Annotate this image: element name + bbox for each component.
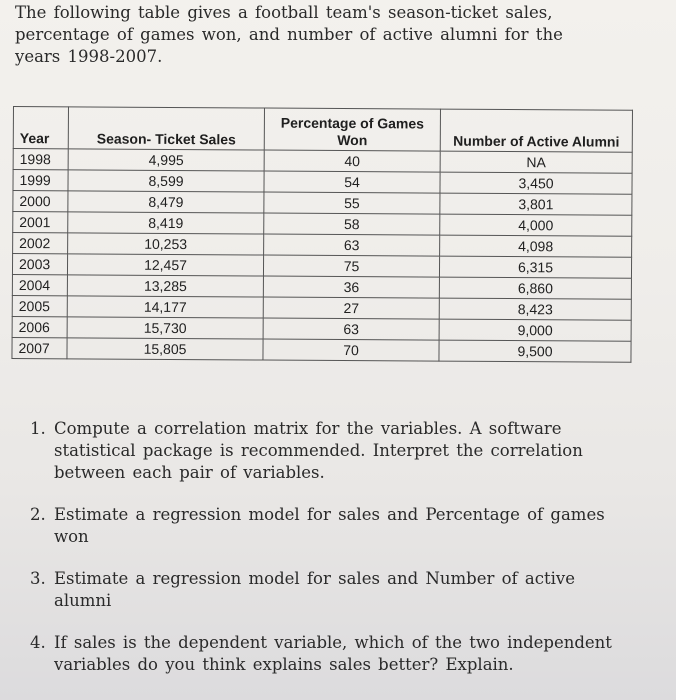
cell-percentage: 75: [263, 255, 439, 277]
cell-percentage: 54: [264, 171, 440, 193]
cell-sales: 12,457: [67, 254, 263, 276]
table-header-row: [13, 107, 632, 153]
question-item: [30, 504, 630, 548]
question-number: 3.: [30, 569, 46, 588]
cell-alumni: 4,098: [440, 235, 632, 257]
question-text: Estimate a regression model for sales and Number of active alumni: [54, 569, 575, 610]
cell-percentage: 55: [264, 192, 440, 214]
question-number: 4.: [30, 633, 46, 652]
cell-year: 1999: [13, 170, 68, 191]
question-list: [30, 418, 630, 676]
question-number: 1.: [30, 419, 46, 438]
header-percentage: Percentage of Games Won: [264, 108, 440, 151]
question-text: Estimate a regression model for sales and Percentage of games won: [54, 505, 605, 546]
question-text: Compute a correlation matrix for the variables. A software statistical package is recommended. Interpret the correlation between each pair of variables.: [54, 419, 583, 482]
cell-percentage: 63: [263, 318, 439, 340]
question-item: [30, 418, 630, 484]
cell-sales: 13,285: [67, 275, 263, 297]
table-row: [12, 337, 631, 362]
cell-sales: 14,177: [67, 296, 263, 318]
question-item: [30, 568, 630, 612]
cell-alumni: 4,000: [440, 214, 632, 236]
season-data-table: [11, 106, 633, 363]
cell-sales: 10,253: [68, 233, 264, 255]
cell-year: 1998: [13, 149, 68, 170]
header-sales: Season- Ticket Sales: [68, 107, 264, 150]
cell-percentage: 58: [264, 213, 440, 235]
cell-year: 2000: [13, 191, 68, 212]
cell-year: 2006: [12, 316, 67, 337]
cell-year: 2004: [12, 274, 67, 295]
cell-alumni: 3,801: [440, 193, 632, 215]
cell-year: 2007: [12, 337, 67, 358]
cell-percentage: 27: [263, 297, 439, 319]
cell-alumni: 9,500: [439, 340, 631, 362]
cell-sales: 8,419: [68, 212, 264, 234]
cell-year: 2003: [12, 254, 67, 275]
cell-alumni: NA: [440, 151, 632, 173]
header-year: Year: [13, 107, 68, 149]
cell-alumni: 9,000: [439, 319, 631, 341]
cell-alumni: 6,315: [439, 256, 631, 278]
cell-sales: 8,599: [68, 170, 264, 192]
cell-percentage: 36: [263, 276, 439, 298]
question-number: 2.: [30, 505, 46, 524]
cell-alumni: 6,860: [439, 277, 631, 299]
cell-sales: 4,995: [68, 149, 264, 171]
intro-paragraph: The following table gives a football team's season-ticket sales, percentage of games won, and number of active alumni for the years 1998-2007.: [15, 3, 563, 66]
cell-year: 2005: [12, 295, 67, 316]
cell-sales: 8,479: [68, 191, 264, 213]
cell-sales: 15,730: [67, 317, 263, 339]
cell-percentage: 70: [263, 339, 439, 361]
header-alumni: Number of Active Alumni: [440, 109, 632, 152]
question-text: If sales is the dependent variable, which of the two independent variables do you think explains sales better? Explain.: [54, 633, 612, 674]
cell-percentage: 63: [264, 234, 440, 256]
cell-percentage: 40: [264, 150, 440, 172]
cell-alumni: 3,450: [440, 172, 632, 194]
cell-alumni: 8,423: [439, 298, 631, 320]
question-item: [30, 632, 630, 676]
cell-year: 2002: [13, 233, 68, 254]
cell-year: 2001: [13, 212, 68, 233]
cell-sales: 15,805: [67, 338, 263, 360]
